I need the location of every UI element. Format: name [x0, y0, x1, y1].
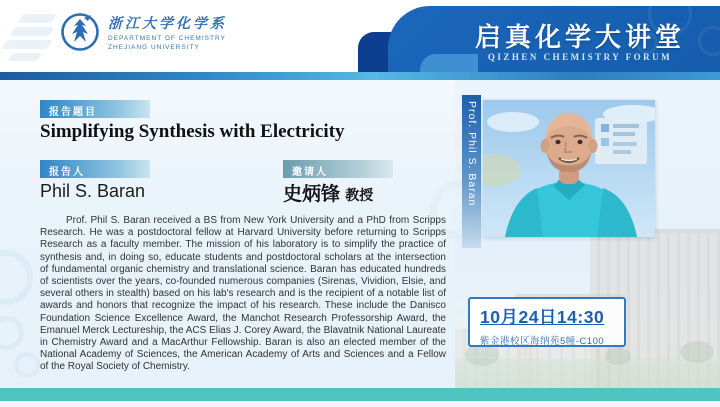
event-location: 紫金港校区海纳苑5幢-C100	[480, 336, 605, 347]
title-badge: 报告题目	[40, 100, 150, 118]
bottom-accent-bar	[0, 388, 720, 401]
forum-title-cn: 启真化学大讲堂	[474, 23, 685, 52]
speaker-name: Phil S. Baran	[40, 181, 146, 201]
inviter-badge: 邀请人	[283, 160, 393, 178]
speaker-badge: 报告人	[40, 160, 150, 178]
bubble-watermark	[14, 352, 40, 378]
inviter-name-text: 史炳锋	[283, 184, 341, 205]
photo-name-ribbon: Prof. Phil S. Baran	[462, 95, 481, 248]
event-datetime: 10月24日14:30	[480, 307, 605, 327]
speaker-photo	[483, 100, 655, 237]
university-logo	[60, 12, 227, 52]
header-divider-bar	[0, 72, 720, 80]
inviter-degree: 教授	[345, 187, 374, 203]
speaker-portrait-illustration	[483, 100, 655, 237]
inviter-name	[283, 179, 373, 206]
forum-title-en: QIZHEN CHEMISTRY FORUM	[487, 52, 673, 62]
bottom-margin	[0, 401, 720, 407]
logo-en-line1: DEPARTMENT OF CHEMISTRY	[108, 35, 226, 42]
speaker-bio: Prof. Phil S. Baran received a BS from New York University and a PhD from Scripps Research. He was a postdoctoral fellow at Harvard University before returning to Scripps Research as a faculty member. The mission of his laboratory is to simplify the practice of synthesis and, in doing so, educate students and postdoctoral scholars at the intersection of fundamental organic chemistry and translational science. Baran has educated hundreds of scientists over the years, co-founded numerous companies (Sirenas, Vividion, Elsie, and several others in stealth) based on his lab's research and is the recipient of a notable list of awards and honors that recognize the impact of his research. These include the Danisco Foundation Science Excellence Award, the Manchot Research Professorship Award, the Emanuel Merck Lectureship, the ACS Elias J. Corey Award, the Blavatnik National Laureate in Chemistry Award and a MacArthur Fellowship. Baran is also an elected member of the National Academy of Sciences, the American Academy of Arts and Sciences and a Fellow of the Royal Society of Chemistry.	[40, 215, 446, 373]
wing-watermark-icon	[2, 12, 64, 74]
event-info-box	[468, 297, 626, 347]
logo-en-line2: ZHEJIANG UNIVERSITY	[108, 44, 200, 51]
logo-cn-text: 浙江大学化学系	[108, 17, 227, 32]
talk-title: Simplifying Synthesis with Electricity	[40, 121, 345, 142]
zju-eagle-emblem-icon	[60, 12, 100, 52]
